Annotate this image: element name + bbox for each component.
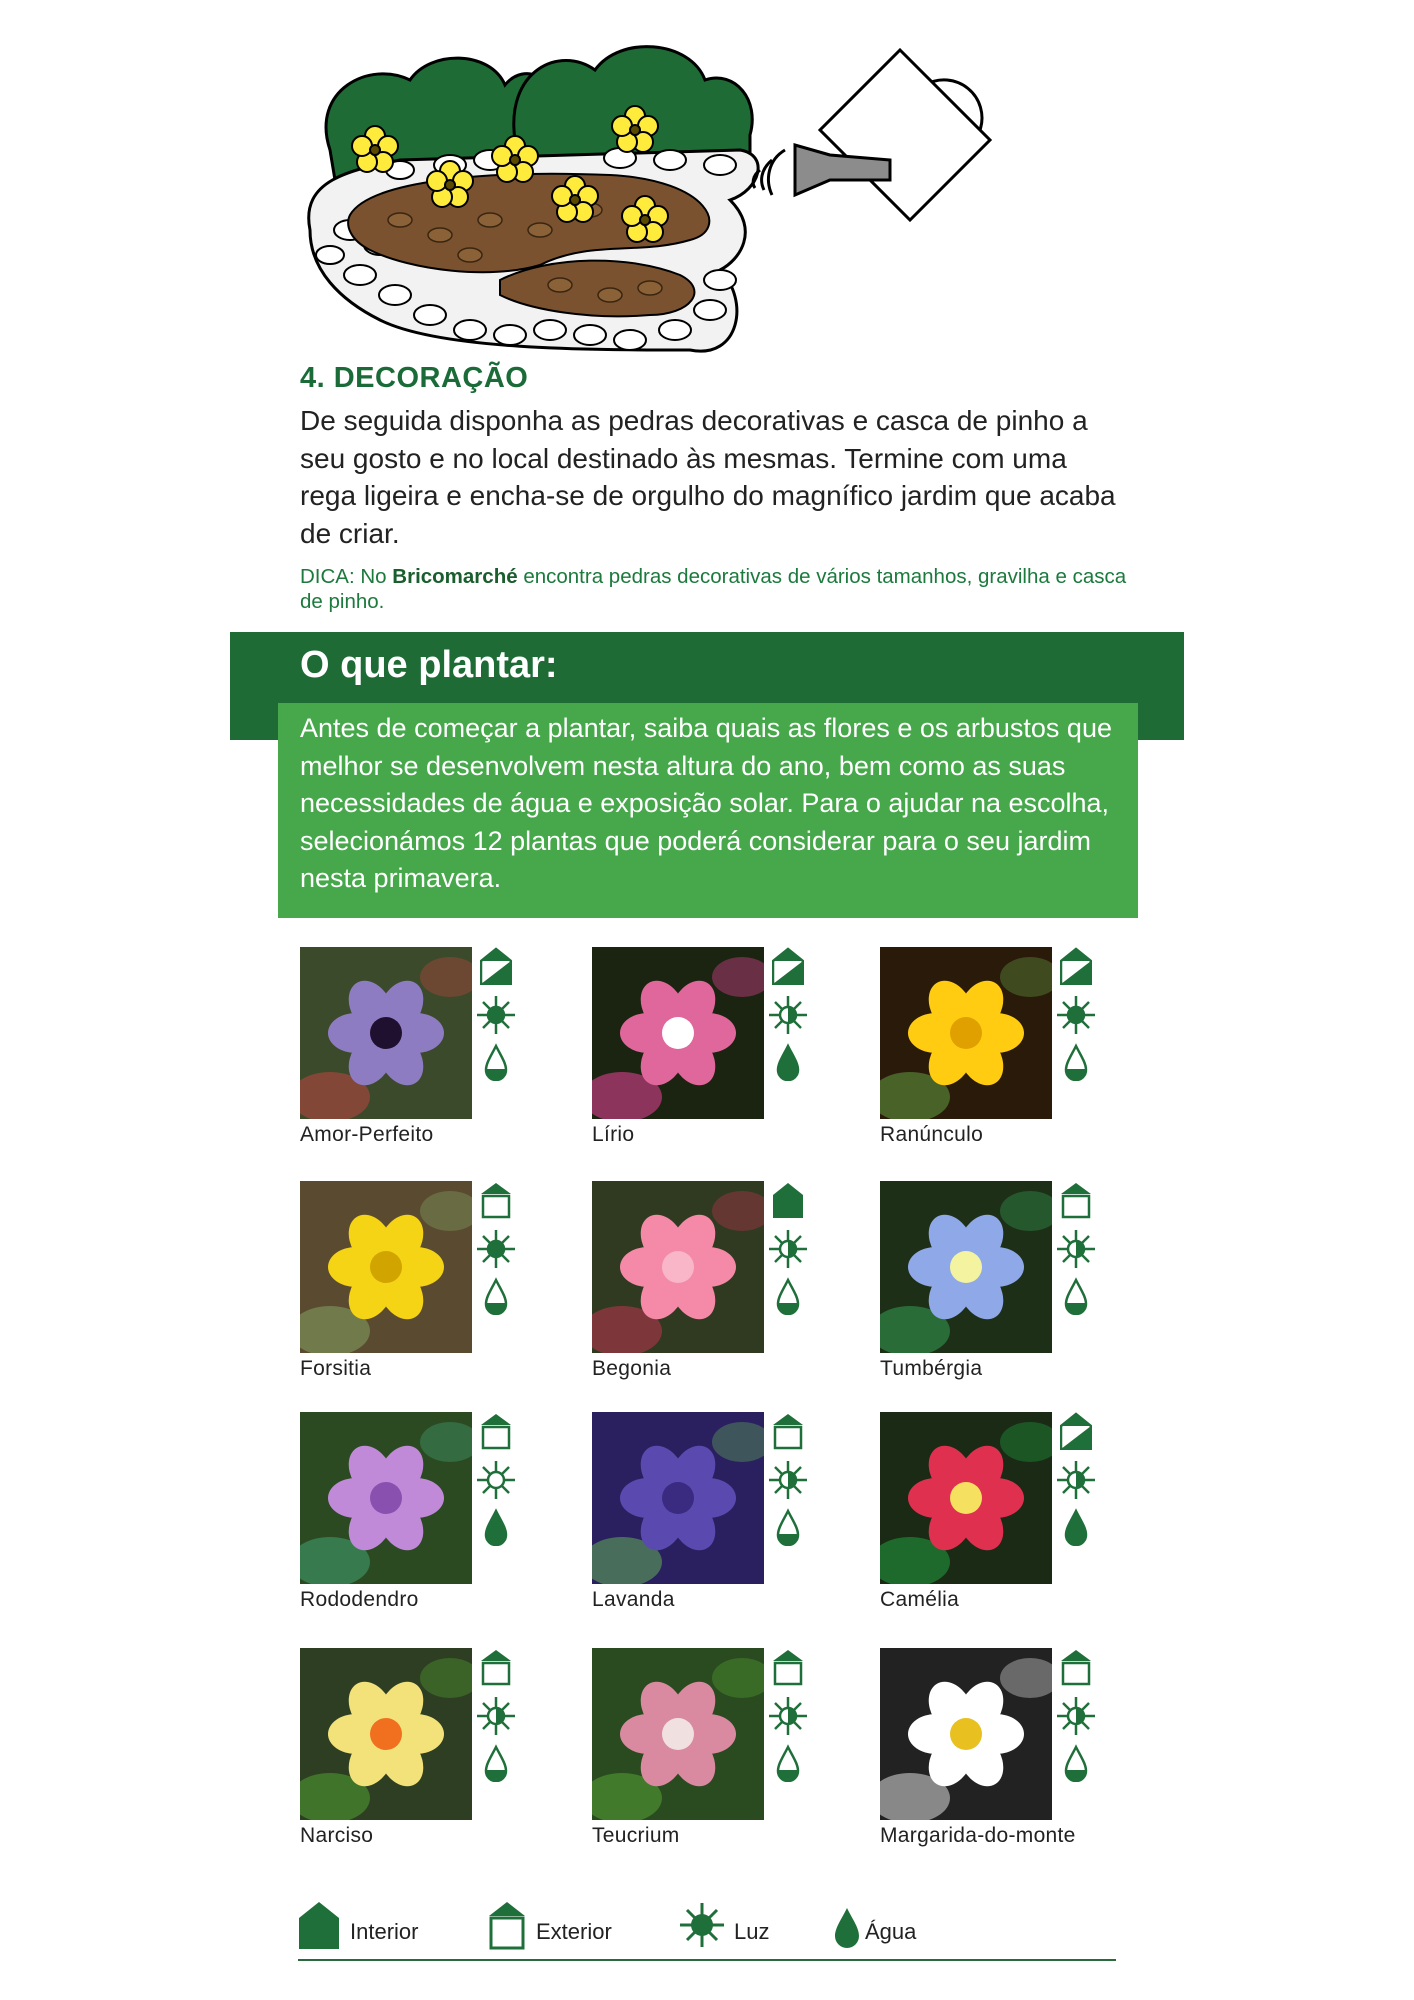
plant-card (880, 1181, 1140, 1391)
plant-photo (300, 1412, 472, 1584)
tip-prefix: DICA: No (300, 565, 393, 588)
plant-card (300, 1181, 560, 1391)
plant-photo (880, 1412, 1052, 1584)
plant-photo (592, 1181, 764, 1353)
plant-care-icons (768, 947, 804, 1077)
sun-icon (768, 1460, 808, 1500)
light-indicator (768, 1460, 808, 1505)
water-indicator (483, 1744, 509, 1787)
house-half-icon (480, 947, 512, 985)
light-indicator (1056, 1460, 1096, 1505)
location-indicator (1060, 1648, 1092, 1691)
house-outline-icon (480, 1181, 512, 1219)
plant-card (592, 1181, 852, 1391)
legend-water-label: Água (865, 1919, 917, 1944)
light-indicator (476, 1229, 516, 1274)
plant-photo (300, 1181, 472, 1353)
sun-icon (768, 1229, 808, 1269)
water-indicator (775, 1043, 801, 1086)
house-half-icon (772, 947, 804, 985)
location-indicator (772, 1412, 804, 1455)
legend-interior-label: Interior (350, 1919, 419, 1944)
location-indicator (772, 1181, 804, 1224)
house-outline-icon (480, 1648, 512, 1686)
water-drop-icon (775, 1744, 801, 1782)
icon-legend (298, 1900, 1118, 1950)
water-indicator (775, 1508, 801, 1551)
house-half-icon (1060, 1412, 1092, 1450)
plant-card (300, 1648, 560, 1858)
water-indicator (1063, 1043, 1089, 1086)
bottom-rule (298, 1959, 1116, 1961)
plant-care-icons (1056, 1412, 1092, 1542)
water-indicator (1063, 1508, 1089, 1551)
sun-icon (476, 1696, 516, 1736)
house-outline-icon (772, 1412, 804, 1450)
sun-icon (476, 1460, 516, 1500)
plant-card (300, 1412, 560, 1622)
house-outline-icon (488, 1900, 526, 1950)
house-filled-icon (298, 1900, 340, 1950)
plant-photo (880, 1181, 1052, 1353)
plant-name: Tumbérgia (880, 1357, 983, 1380)
plant-name: Teucrium (592, 1824, 680, 1847)
water-indicator (1063, 1744, 1089, 1787)
location-indicator (1060, 1181, 1092, 1224)
plant-care-icons (1056, 1181, 1092, 1311)
plant-photo (592, 1412, 764, 1584)
plant-photo (300, 1648, 472, 1820)
legend-water (833, 1900, 917, 1950)
water-drop-icon (833, 1900, 861, 1950)
water-drop-icon (775, 1277, 801, 1315)
water-drop-icon (483, 1043, 509, 1081)
location-indicator (1060, 947, 1092, 990)
plant-care-icons (768, 1181, 804, 1311)
tip-text (300, 564, 1130, 614)
sun-icon (476, 1229, 516, 1269)
water-drop-icon (1063, 1508, 1089, 1546)
plant-card (880, 947, 1140, 1157)
sun-icon (1056, 1229, 1096, 1269)
water-drop-icon (1063, 1043, 1089, 1081)
plant-name: Narciso (300, 1824, 374, 1847)
plant-photo (300, 947, 472, 1119)
water-indicator (1063, 1277, 1089, 1320)
section-body: De seguida disponha as pedras decorativas e casca de pinho a seu gosto e no local destinado às mesmas. Termine com uma rega ligeira e encha-se de orgulho do magnífico jardim que acaba de criar. (300, 405, 1116, 549)
location-indicator (480, 1648, 512, 1691)
plant-care-icons (1056, 947, 1092, 1077)
water-indicator (483, 1508, 509, 1551)
plant-card (300, 947, 560, 1157)
plant-photo (880, 1648, 1052, 1820)
plant-name: Forsitia (300, 1357, 372, 1380)
sun-icon (680, 1900, 724, 1950)
light-indicator (476, 1460, 516, 1505)
water-drop-icon (1063, 1744, 1089, 1782)
plant-care-icons (476, 947, 512, 1077)
water-drop-icon (775, 1043, 801, 1081)
plant-photo (592, 947, 764, 1119)
section-title: 4. DECORAÇÃO (300, 362, 529, 394)
sun-icon (476, 995, 516, 1035)
location-indicator (480, 1412, 512, 1455)
plant-name: Amor-Perfeito (300, 1123, 434, 1146)
light-indicator (476, 1696, 516, 1741)
sun-icon (1056, 1460, 1096, 1500)
plant-name: Lavanda (592, 1588, 675, 1611)
plant-name: Lírio (592, 1123, 635, 1146)
banner-title: O que plantar: (300, 644, 558, 686)
plant-name: Margarida-do-monte (880, 1824, 1076, 1847)
legend-interior (298, 1900, 419, 1950)
house-outline-icon (480, 1412, 512, 1450)
plant-name: Camélia (880, 1588, 960, 1611)
plant-card (592, 947, 852, 1157)
location-indicator (772, 1648, 804, 1691)
light-indicator (768, 1696, 808, 1741)
house-filled-icon (772, 1181, 804, 1219)
house-outline-icon (772, 1648, 804, 1686)
tip-brand: Bricomarché (392, 565, 518, 588)
plant-card (592, 1412, 852, 1622)
plant-card (592, 1648, 852, 1858)
house-half-icon (1060, 947, 1092, 985)
plant-card (880, 1648, 1140, 1858)
light-indicator (1056, 1696, 1096, 1741)
tip-suffix: encontra pedras decorativas de vários tamanhos, gravilha e casca de pinho. (300, 565, 1127, 613)
garden-illustration (290, 30, 1010, 380)
plant-care-icons (476, 1412, 512, 1542)
house-outline-icon (1060, 1181, 1092, 1219)
sun-icon (1056, 1696, 1096, 1736)
plant-photo (592, 1648, 764, 1820)
legend-exterior (488, 1900, 612, 1950)
water-drop-icon (775, 1508, 801, 1546)
location-indicator (480, 947, 512, 990)
sun-icon (1056, 995, 1096, 1035)
plant-photo (880, 947, 1052, 1119)
water-drop-icon (1063, 1277, 1089, 1315)
location-indicator (772, 947, 804, 990)
sun-icon (768, 1696, 808, 1736)
plant-name: Ranúnculo (880, 1123, 984, 1146)
water-indicator (483, 1277, 509, 1320)
location-indicator (480, 1181, 512, 1224)
plant-care-icons (1056, 1648, 1092, 1778)
plant-card (880, 1412, 1140, 1622)
light-indicator (768, 1229, 808, 1274)
water-indicator (775, 1744, 801, 1787)
light-indicator (1056, 995, 1096, 1040)
legend-exterior-label: Exterior (536, 1919, 612, 1944)
light-indicator (1056, 1229, 1096, 1274)
water-indicator (775, 1277, 801, 1320)
water-drop-icon (483, 1508, 509, 1546)
plant-care-icons (476, 1181, 512, 1311)
plant-care-icons (476, 1648, 512, 1778)
plant-name: Rododendro (300, 1588, 419, 1611)
plant-care-icons (768, 1648, 804, 1778)
sun-icon (768, 995, 808, 1035)
house-outline-icon (1060, 1648, 1092, 1686)
light-indicator (768, 995, 808, 1040)
water-drop-icon (483, 1277, 509, 1315)
light-indicator (476, 995, 516, 1040)
location-indicator (1060, 1412, 1092, 1455)
plant-name: Begonia (592, 1357, 672, 1380)
water-indicator (483, 1043, 509, 1086)
water-drop-icon (483, 1744, 509, 1782)
intro-text: Antes de começar a plantar, saiba quais as flores e os arbustos que melhor se desenvolvem nesta altura do ano, bem como as suas necessidades de água e exposição solar. Para o ajudar na escolha, selecionámos 12 plantas que poderá considerar para o seu jardim nesta primavera. (300, 713, 1112, 893)
legend-light-label: Luz (734, 1919, 770, 1944)
legend-light (680, 1900, 770, 1950)
plant-care-icons (768, 1412, 804, 1542)
